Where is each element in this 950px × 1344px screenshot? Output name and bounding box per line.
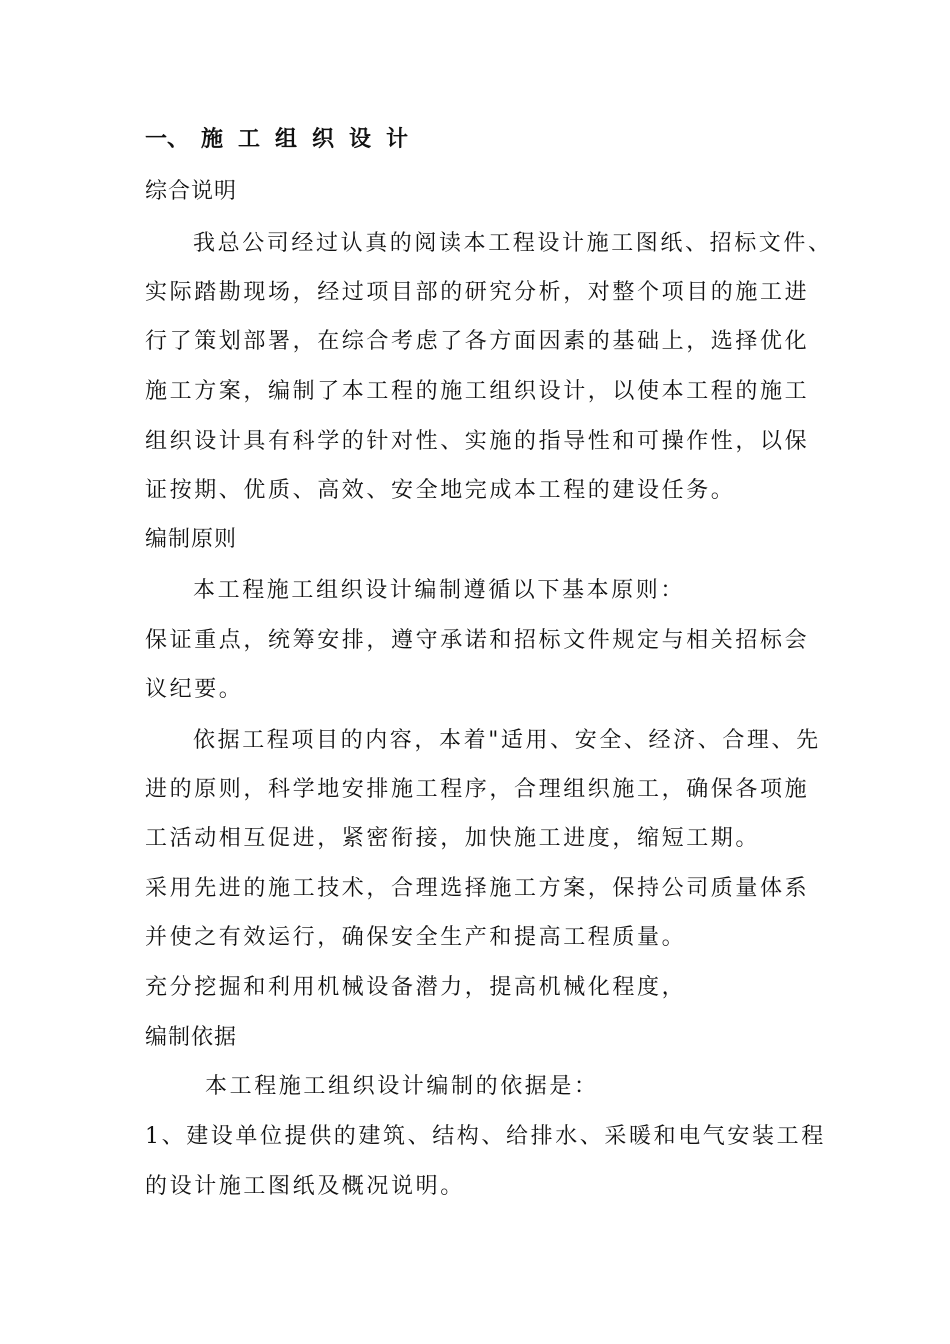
document-title	[145, 125, 423, 155]
paragraph-line: 的设计施工图纸及概况说明。	[145, 1174, 465, 1199]
paragraph-line: 证按期、优质、高效、安全地完成本工程的建设任务。	[145, 478, 736, 503]
title-text: 施工组织设计	[201, 127, 424, 152]
paragraph-line: 采用先进的施工技术，合理选择施工方案，保持公司质量体系	[145, 876, 810, 901]
paragraph-line: 进的原则，科学地安排施工程序，合理组织施工，确保各项施	[145, 777, 810, 802]
paragraph-line: 议纪要。	[145, 677, 244, 702]
paragraph-line: 行了策划部署，在综合考虑了各方面因素的基础上，选择优化	[145, 329, 810, 354]
section-heading-general: 综合说明	[145, 179, 238, 204]
paragraph-line: 我总公司经过认真的阅读本工程设计施工图纸、招标文件、	[193, 231, 833, 256]
section-heading-principles: 编制原则	[145, 527, 238, 552]
paragraph-line: 本工程施工组织设计编制的依据是：	[205, 1074, 599, 1099]
paragraph-line: 1、建设单位提供的建筑、结构、给排水、采暖和电气安装工程	[145, 1124, 826, 1149]
paragraph-line: 并使之有效运行，确保安全生产和提高工程质量。	[145, 925, 687, 950]
paragraph-line: 保证重点，统筹安排，遵守承诺和招标文件规定与相关招标会	[145, 628, 810, 653]
section-heading-basis: 编制依据	[145, 1025, 238, 1050]
paragraph-line: 施工方案，编制了本工程的施工组织设计，以使本工程的施工	[145, 379, 810, 404]
paragraph-line: 本工程施工组织设计编制遵循以下基本原则：	[193, 578, 686, 603]
paragraph-line: 组织设计具有科学的针对性、实施的指导性和可操作性，以保	[145, 429, 810, 454]
paragraph-line: 充分挖掘和利用机械设备潜力，提高机械化程度，	[145, 975, 687, 1000]
paragraph-line: 依据工程项目的内容，本着"适用、安全、经济、合理、先	[193, 728, 821, 753]
paragraph-line: 实际踏勘现场，经过项目部的研究分析，对整个项目的施工进	[145, 280, 810, 305]
paragraph-line: 工活动相互促进，紧密衔接，加快施工进度，缩短工期。	[145, 826, 761, 851]
title-number: 一、	[145, 127, 190, 152]
